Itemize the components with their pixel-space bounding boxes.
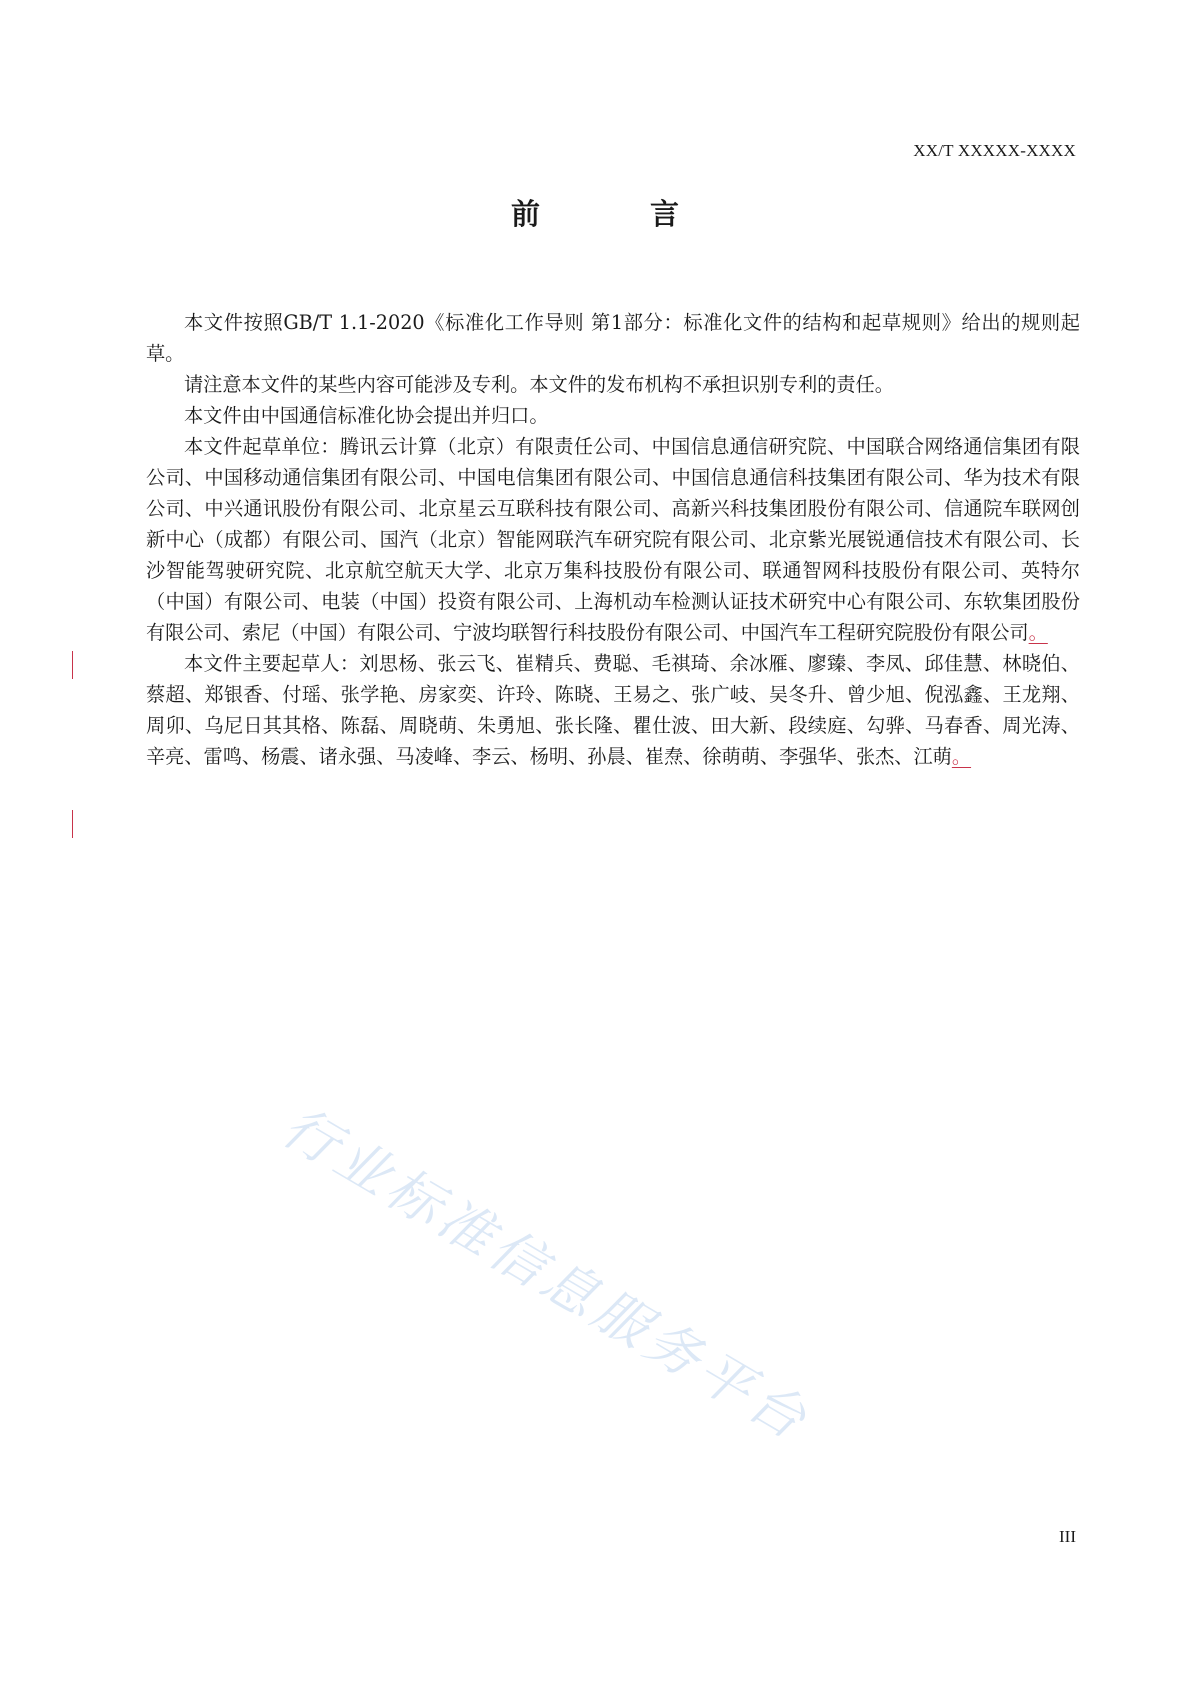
preface-body	[146, 307, 1080, 772]
page-title: 前 言	[510, 197, 730, 231]
drafting-units-text: 本文件起草单位：腾讯云计算（北京）有限责任公司、中国信息通信研究院、中国联合网络通信集团有限公司、中国移动通信集团有限公司、中国电信集团有限公司、中国信息通信科技集团有限公司、华为技术有限公司、中兴通讯股份有限公司、北京星云互联科技有限公司、高新兴科技集团股份有限公司、信通院车联网创新中心（成都）有限公司、国汽（北京）智能网联汽车研究院有限公司、北京紫光展锐通信技术有限公司、长沙智能驾驶研究院、北京航空航天大学、北京万集科技股份有限公司、联通智网科技股份有限公司、英特尔（中国）有限公司、电装（中国）投资有限公司、上海机动车检测认证技术研究中心有限公司、东软集团股份有限公司、索尼（中国）有限公司、宁波均联智行科技股份有限公司、中国汽车工程研究院股份有限公司	[146, 435, 1080, 644]
paragraph-drafters	[146, 648, 1080, 772]
paragraph-patent-notice: 请注意本文件的某些内容可能涉及专利。本文件的发布机构不承担识别专利的责任。	[184, 373, 894, 396]
drafters-text: 本文件主要起草人：刘思杨、张云飞、崔精兵、费聪、毛祺琦、余冰雁、廖臻、李凤、邱佳慧、林晓伯、蔡超、郑银香、付瑶、张学艳、房家奕、许玲、陈晓、王易之、张广岐、吴冬升、曾少旭、倪泓鑫、王龙翔、周卯、乌尼日其其格、陈磊、周晓萌、朱勇旭、张长隆、瞿仕波、田大新、段续庭、勾骅、马春香、周光涛、辛亮、雷鸣、杨震、诸永强、马凌峰、李云、杨明、孙晨、崔焘、徐萌萌、李强华、张杰、江萌	[146, 652, 1080, 768]
revision-mark: 。	[951, 745, 972, 768]
paragraph-drafting-units	[146, 431, 1080, 648]
watermark: 行业标准信息服务平台	[271, 1094, 821, 1454]
document-code: XX/T XXXXX-XXXX	[913, 141, 1076, 160]
paragraph-drafting-rules: 本文件按照GB/T 1.1-2020《标准化工作导则 第1部分：标准化文件的结构和起草规则》给出的规则起草。	[146, 311, 1080, 365]
change-bar	[72, 810, 73, 838]
page-number: III	[1059, 1527, 1076, 1546]
paragraph-proposer: 本文件由中国通信标准化协会提出并归口。	[184, 404, 549, 427]
change-bar	[72, 651, 73, 679]
revision-mark: 。	[1028, 621, 1048, 644]
